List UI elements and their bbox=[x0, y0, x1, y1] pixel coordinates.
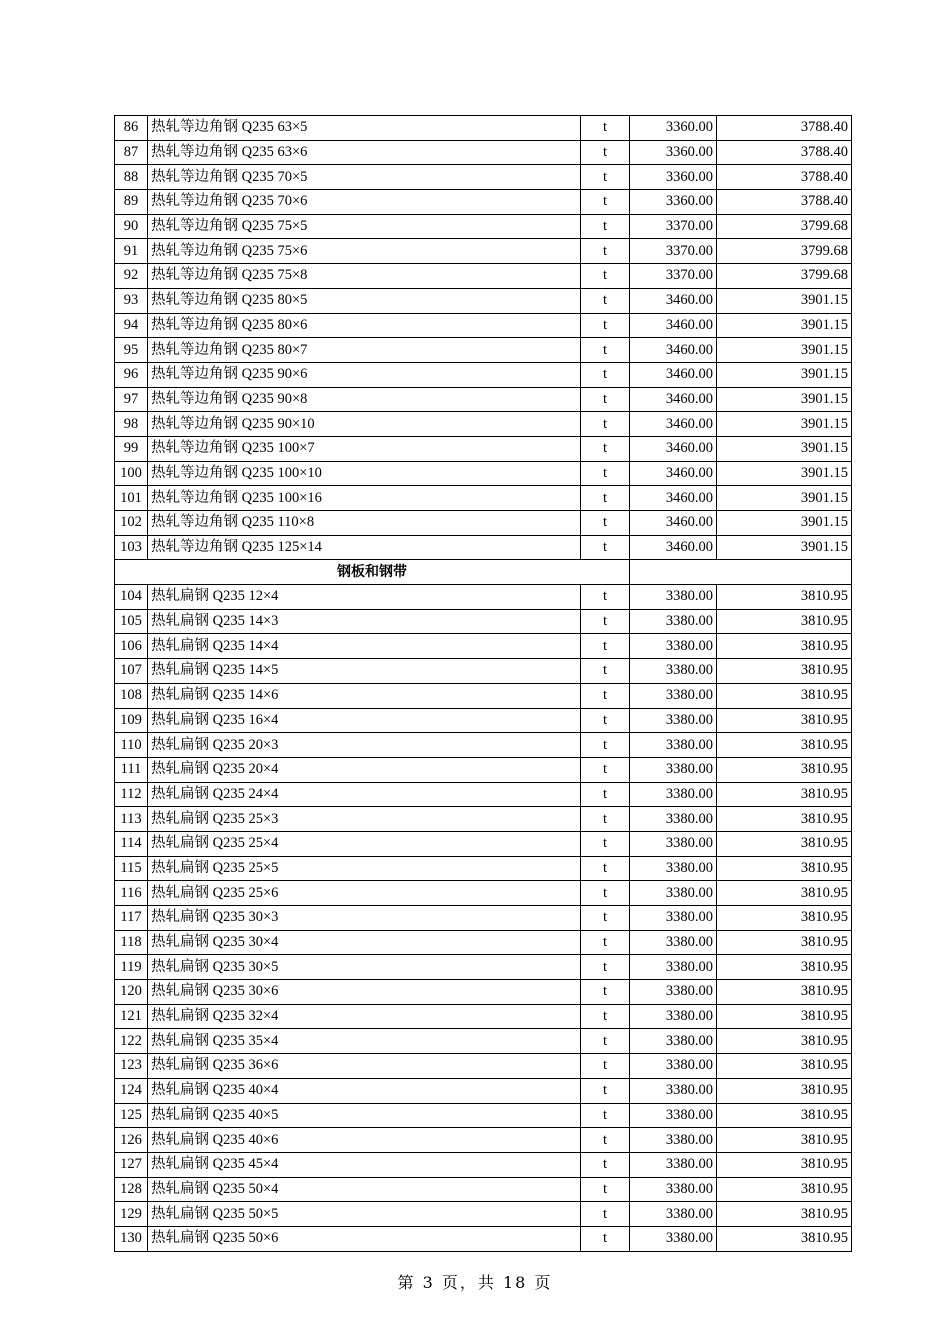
row-number-cell: 92 bbox=[115, 264, 148, 289]
table-row bbox=[115, 140, 852, 165]
price-cell: 3460.00 bbox=[630, 362, 717, 387]
unit-cell: t bbox=[581, 881, 630, 906]
item-name-cell: 热轧等边角钢 Q235 80×5 bbox=[148, 288, 581, 313]
unit-cell: t bbox=[581, 683, 630, 708]
unit-cell: t bbox=[581, 338, 630, 363]
price-with-tax-cell: 3799.68 bbox=[717, 239, 852, 264]
row-number-cell: 87 bbox=[115, 140, 148, 165]
item-name-cell: 热轧扁钢 Q235 20×3 bbox=[148, 733, 581, 758]
row-number-cell: 97 bbox=[115, 387, 148, 412]
price-with-tax-cell: 3901.15 bbox=[717, 535, 852, 560]
unit-cell: t bbox=[581, 930, 630, 955]
item-name-cell: 热轧扁钢 Q235 30×5 bbox=[148, 955, 581, 980]
row-number-cell: 88 bbox=[115, 165, 148, 190]
unit-cell: t bbox=[581, 239, 630, 264]
price-cell: 3370.00 bbox=[630, 239, 717, 264]
price-cell: 3370.00 bbox=[630, 214, 717, 239]
unit-cell: t bbox=[581, 214, 630, 239]
table-row bbox=[115, 436, 852, 461]
unit-cell: t bbox=[581, 1128, 630, 1153]
price-cell: 3460.00 bbox=[630, 535, 717, 560]
unit-cell: t bbox=[581, 140, 630, 165]
price-with-tax-cell: 3788.40 bbox=[717, 116, 852, 141]
price-with-tax-cell: 3810.95 bbox=[717, 1128, 852, 1153]
item-name-cell: 热轧扁钢 Q235 25×3 bbox=[148, 807, 581, 832]
unit-cell: t bbox=[581, 436, 630, 461]
row-number-cell: 113 bbox=[115, 807, 148, 832]
item-name-cell: 热轧扁钢 Q235 14×6 bbox=[148, 683, 581, 708]
table-row bbox=[115, 412, 852, 437]
item-name-cell: 热轧等边角钢 Q235 100×16 bbox=[148, 486, 581, 511]
page-number-footer: 第 3 页，共 18 页 bbox=[397, 1273, 553, 1292]
table-row bbox=[115, 856, 852, 881]
table-row bbox=[115, 708, 852, 733]
row-number-cell: 98 bbox=[115, 412, 148, 437]
unit-cell: t bbox=[581, 387, 630, 412]
table-row bbox=[115, 955, 852, 980]
unit-cell: t bbox=[581, 511, 630, 536]
table-row bbox=[115, 1152, 852, 1177]
table-row bbox=[115, 190, 852, 215]
price-cell: 3380.00 bbox=[630, 980, 717, 1005]
price-cell: 3380.00 bbox=[630, 1226, 717, 1251]
table-row bbox=[115, 288, 852, 313]
price-cell: 3380.00 bbox=[630, 683, 717, 708]
unit-cell: t bbox=[581, 807, 630, 832]
row-number-cell: 106 bbox=[115, 634, 148, 659]
table-row bbox=[115, 609, 852, 634]
item-name-cell: 热轧等边角钢 Q235 90×10 bbox=[148, 412, 581, 437]
table-row bbox=[115, 338, 852, 363]
unit-cell: t bbox=[581, 757, 630, 782]
item-name-cell: 热轧扁钢 Q235 45×4 bbox=[148, 1152, 581, 1177]
item-name-cell: 热轧等边角钢 Q235 90×8 bbox=[148, 387, 581, 412]
price-cell: 3380.00 bbox=[630, 1128, 717, 1153]
table-row bbox=[115, 782, 852, 807]
table-row bbox=[115, 634, 852, 659]
item-name-cell: 热轧扁钢 Q235 32×4 bbox=[148, 1004, 581, 1029]
unit-cell: t bbox=[581, 831, 630, 856]
section-title: 钢板和钢带 bbox=[115, 560, 630, 585]
price-cell: 3380.00 bbox=[630, 609, 717, 634]
item-name-cell: 热轧等边角钢 Q235 70×6 bbox=[148, 190, 581, 215]
price-with-tax-cell: 3810.95 bbox=[717, 856, 852, 881]
price-with-tax-cell: 3810.95 bbox=[717, 1177, 852, 1202]
price-cell: 3460.00 bbox=[630, 461, 717, 486]
price-cell: 3380.00 bbox=[630, 1004, 717, 1029]
item-name-cell: 热轧扁钢 Q235 14×4 bbox=[148, 634, 581, 659]
price-cell: 3380.00 bbox=[630, 856, 717, 881]
table-row bbox=[115, 1078, 852, 1103]
price-with-tax-cell: 3810.95 bbox=[717, 634, 852, 659]
item-name-cell: 热轧等边角钢 Q235 70×5 bbox=[148, 165, 581, 190]
row-number-cell: 112 bbox=[115, 782, 148, 807]
item-name-cell: 热轧等边角钢 Q235 75×5 bbox=[148, 214, 581, 239]
row-number-cell: 104 bbox=[115, 585, 148, 610]
item-name-cell: 热轧等边角钢 Q235 63×5 bbox=[148, 116, 581, 141]
table-row bbox=[115, 313, 852, 338]
row-number-cell: 99 bbox=[115, 436, 148, 461]
price-with-tax-cell: 3788.40 bbox=[717, 140, 852, 165]
price-cell: 3460.00 bbox=[630, 436, 717, 461]
unit-cell: t bbox=[581, 585, 630, 610]
price-cell: 3380.00 bbox=[630, 807, 717, 832]
price-with-tax-cell: 3810.95 bbox=[717, 782, 852, 807]
unit-cell: t bbox=[581, 412, 630, 437]
section-header-row bbox=[115, 560, 852, 585]
unit-cell: t bbox=[581, 1054, 630, 1079]
table-row bbox=[115, 165, 852, 190]
price-with-tax-cell: 3810.95 bbox=[717, 733, 852, 758]
item-name-cell: 热轧等边角钢 Q235 125×14 bbox=[148, 535, 581, 560]
item-name-cell: 热轧等边角钢 Q235 75×8 bbox=[148, 264, 581, 289]
unit-cell: t bbox=[581, 535, 630, 560]
item-name-cell: 热轧扁钢 Q235 25×6 bbox=[148, 881, 581, 906]
price-with-tax-cell: 3810.95 bbox=[717, 1054, 852, 1079]
table-row bbox=[115, 1202, 852, 1227]
table-row bbox=[115, 930, 852, 955]
item-name-cell: 热轧扁钢 Q235 24×4 bbox=[148, 782, 581, 807]
price-with-tax-cell: 3810.95 bbox=[717, 1078, 852, 1103]
item-name-cell: 热轧扁钢 Q235 30×6 bbox=[148, 980, 581, 1005]
price-with-tax-cell: 3810.95 bbox=[717, 708, 852, 733]
price-with-tax-cell: 3810.95 bbox=[717, 757, 852, 782]
price-with-tax-cell: 3799.68 bbox=[717, 214, 852, 239]
item-name-cell: 热轧扁钢 Q235 50×6 bbox=[148, 1226, 581, 1251]
unit-cell: t bbox=[581, 190, 630, 215]
table-row bbox=[115, 1177, 852, 1202]
price-cell: 3460.00 bbox=[630, 511, 717, 536]
table-row bbox=[115, 1128, 852, 1153]
row-number-cell: 130 bbox=[115, 1226, 148, 1251]
table-row bbox=[115, 511, 852, 536]
unit-cell: t bbox=[581, 1078, 630, 1103]
unit-cell: t bbox=[581, 659, 630, 684]
price-cell: 3380.00 bbox=[630, 708, 717, 733]
table-row bbox=[115, 906, 852, 931]
price-cell: 3380.00 bbox=[630, 831, 717, 856]
table-row bbox=[115, 239, 852, 264]
unit-cell: t bbox=[581, 955, 630, 980]
table-row bbox=[115, 1004, 852, 1029]
item-name-cell: 热轧扁钢 Q235 40×5 bbox=[148, 1103, 581, 1128]
unit-cell: t bbox=[581, 362, 630, 387]
price-cell: 3380.00 bbox=[630, 1177, 717, 1202]
price-with-tax-cell: 3810.95 bbox=[717, 1103, 852, 1128]
price-with-tax-cell: 3810.95 bbox=[717, 955, 852, 980]
row-number-cell: 128 bbox=[115, 1177, 148, 1202]
row-number-cell: 111 bbox=[115, 757, 148, 782]
price-cell: 3360.00 bbox=[630, 116, 717, 141]
row-number-cell: 91 bbox=[115, 239, 148, 264]
price-with-tax-cell: 3788.40 bbox=[717, 165, 852, 190]
item-name-cell: 热轧扁钢 Q235 30×4 bbox=[148, 930, 581, 955]
price-cell: 3380.00 bbox=[630, 1029, 717, 1054]
table-row bbox=[115, 980, 852, 1005]
price-cell: 3380.00 bbox=[630, 1103, 717, 1128]
row-number-cell: 95 bbox=[115, 338, 148, 363]
table-row bbox=[115, 214, 852, 239]
row-number-cell: 96 bbox=[115, 362, 148, 387]
price-cell: 3380.00 bbox=[630, 1202, 717, 1227]
price-cell: 3380.00 bbox=[630, 757, 717, 782]
table-row bbox=[115, 535, 852, 560]
item-name-cell: 热轧扁钢 Q235 40×4 bbox=[148, 1078, 581, 1103]
price-with-tax-cell: 3901.15 bbox=[717, 387, 852, 412]
table-row bbox=[115, 362, 852, 387]
row-number-cell: 118 bbox=[115, 930, 148, 955]
price-table bbox=[114, 115, 852, 1252]
price-cell: 3380.00 bbox=[630, 955, 717, 980]
price-cell: 3460.00 bbox=[630, 412, 717, 437]
price-cell: 3460.00 bbox=[630, 338, 717, 363]
row-number-cell: 86 bbox=[115, 116, 148, 141]
row-number-cell: 126 bbox=[115, 1128, 148, 1153]
price-cell: 3360.00 bbox=[630, 190, 717, 215]
price-with-tax-cell: 3810.95 bbox=[717, 585, 852, 610]
price-cell: 3380.00 bbox=[630, 1152, 717, 1177]
unit-cell: t bbox=[581, 856, 630, 881]
item-name-cell: 热轧扁钢 Q235 35×4 bbox=[148, 1029, 581, 1054]
row-number-cell: 125 bbox=[115, 1103, 148, 1128]
price-with-tax-cell: 3810.95 bbox=[717, 881, 852, 906]
unit-cell: t bbox=[581, 708, 630, 733]
table-row bbox=[115, 387, 852, 412]
table-row bbox=[115, 659, 852, 684]
price-with-tax-cell: 3810.95 bbox=[717, 930, 852, 955]
price-with-tax-cell: 3901.15 bbox=[717, 288, 852, 313]
price-with-tax-cell: 3901.15 bbox=[717, 436, 852, 461]
price-cell: 3380.00 bbox=[630, 659, 717, 684]
price-with-tax-cell: 3901.15 bbox=[717, 412, 852, 437]
price-with-tax-cell: 3810.95 bbox=[717, 980, 852, 1005]
unit-cell: t bbox=[581, 461, 630, 486]
table-row bbox=[115, 116, 852, 141]
row-number-cell: 119 bbox=[115, 955, 148, 980]
row-number-cell: 124 bbox=[115, 1078, 148, 1103]
item-name-cell: 热轧等边角钢 Q235 80×7 bbox=[148, 338, 581, 363]
table-row bbox=[115, 585, 852, 610]
item-name-cell: 热轧等边角钢 Q235 100×7 bbox=[148, 436, 581, 461]
item-name-cell: 热轧等边角钢 Q235 80×6 bbox=[148, 313, 581, 338]
table-row bbox=[115, 757, 852, 782]
row-number-cell: 102 bbox=[115, 511, 148, 536]
price-with-tax-cell: 3901.15 bbox=[717, 313, 852, 338]
row-number-cell: 109 bbox=[115, 708, 148, 733]
price-with-tax-cell: 3810.95 bbox=[717, 683, 852, 708]
price-with-tax-cell: 3810.95 bbox=[717, 659, 852, 684]
item-name-cell: 热轧等边角钢 Q235 90×6 bbox=[148, 362, 581, 387]
table-row bbox=[115, 831, 852, 856]
row-number-cell: 101 bbox=[115, 486, 148, 511]
price-cell: 3380.00 bbox=[630, 906, 717, 931]
item-name-cell: 热轧扁钢 Q235 14×3 bbox=[148, 609, 581, 634]
price-cell: 3380.00 bbox=[630, 881, 717, 906]
item-name-cell: 热轧扁钢 Q235 30×3 bbox=[148, 906, 581, 931]
table-row bbox=[115, 264, 852, 289]
table-row bbox=[115, 881, 852, 906]
price-with-tax-cell: 3810.95 bbox=[717, 1004, 852, 1029]
price-with-tax-cell: 3810.95 bbox=[717, 1226, 852, 1251]
item-name-cell: 热轧扁钢 Q235 25×5 bbox=[148, 856, 581, 881]
unit-cell: t bbox=[581, 288, 630, 313]
row-number-cell: 129 bbox=[115, 1202, 148, 1227]
unit-cell: t bbox=[581, 733, 630, 758]
row-number-cell: 110 bbox=[115, 733, 148, 758]
unit-cell: t bbox=[581, 609, 630, 634]
price-cell: 3380.00 bbox=[630, 1054, 717, 1079]
unit-cell: t bbox=[581, 1029, 630, 1054]
item-name-cell: 热轧扁钢 Q235 14×5 bbox=[148, 659, 581, 684]
item-name-cell: 热轧扁钢 Q235 40×6 bbox=[148, 1128, 581, 1153]
unit-cell: t bbox=[581, 1004, 630, 1029]
unit-cell: t bbox=[581, 486, 630, 511]
row-number-cell: 103 bbox=[115, 535, 148, 560]
table-row bbox=[115, 807, 852, 832]
row-number-cell: 93 bbox=[115, 288, 148, 313]
price-with-tax-cell: 3810.95 bbox=[717, 1029, 852, 1054]
row-number-cell: 121 bbox=[115, 1004, 148, 1029]
price-cell: 3380.00 bbox=[630, 930, 717, 955]
unit-cell: t bbox=[581, 1152, 630, 1177]
price-with-tax-cell: 3901.15 bbox=[717, 362, 852, 387]
item-name-cell: 热轧等边角钢 Q235 75×6 bbox=[148, 239, 581, 264]
row-number-cell: 127 bbox=[115, 1152, 148, 1177]
row-number-cell: 94 bbox=[115, 313, 148, 338]
item-name-cell: 热轧扁钢 Q235 16×4 bbox=[148, 708, 581, 733]
unit-cell: t bbox=[581, 1177, 630, 1202]
table-row bbox=[115, 733, 852, 758]
price-with-tax-cell: 3810.95 bbox=[717, 609, 852, 634]
unit-cell: t bbox=[581, 1226, 630, 1251]
row-number-cell: 89 bbox=[115, 190, 148, 215]
price-with-tax-cell: 3810.95 bbox=[717, 1152, 852, 1177]
price-cell: 3380.00 bbox=[630, 782, 717, 807]
price-with-tax-cell: 3799.68 bbox=[717, 264, 852, 289]
row-number-cell: 120 bbox=[115, 980, 148, 1005]
row-number-cell: 117 bbox=[115, 906, 148, 931]
price-with-tax-cell: 3901.15 bbox=[717, 486, 852, 511]
price-cell: 3380.00 bbox=[630, 1078, 717, 1103]
price-table-body bbox=[115, 116, 852, 1252]
price-with-tax-cell: 3810.95 bbox=[717, 831, 852, 856]
unit-cell: t bbox=[581, 782, 630, 807]
price-with-tax-cell: 3901.15 bbox=[717, 461, 852, 486]
unit-cell: t bbox=[581, 634, 630, 659]
price-with-tax-cell: 3901.15 bbox=[717, 511, 852, 536]
table-row bbox=[115, 1226, 852, 1251]
item-name-cell: 热轧扁钢 Q235 50×5 bbox=[148, 1202, 581, 1227]
price-cell: 3460.00 bbox=[630, 486, 717, 511]
unit-cell: t bbox=[581, 906, 630, 931]
item-name-cell: 热轧等边角钢 Q235 100×10 bbox=[148, 461, 581, 486]
price-cell: 3460.00 bbox=[630, 387, 717, 412]
row-number-cell: 105 bbox=[115, 609, 148, 634]
price-with-tax-cell: 3901.15 bbox=[717, 338, 852, 363]
row-number-cell: 114 bbox=[115, 831, 148, 856]
price-cell: 3380.00 bbox=[630, 733, 717, 758]
item-name-cell: 热轧等边角钢 Q235 63×6 bbox=[148, 140, 581, 165]
unit-cell: t bbox=[581, 980, 630, 1005]
item-name-cell: 热轧扁钢 Q235 20×4 bbox=[148, 757, 581, 782]
price-cell: 3460.00 bbox=[630, 288, 717, 313]
table-row bbox=[115, 683, 852, 708]
unit-cell: t bbox=[581, 116, 630, 141]
table-row bbox=[115, 1103, 852, 1128]
price-with-tax-cell: 3810.95 bbox=[717, 906, 852, 931]
price-cell: 3360.00 bbox=[630, 140, 717, 165]
price-cell: 3380.00 bbox=[630, 634, 717, 659]
row-number-cell: 116 bbox=[115, 881, 148, 906]
table-row bbox=[115, 486, 852, 511]
price-cell: 3360.00 bbox=[630, 165, 717, 190]
price-with-tax-cell: 3810.95 bbox=[717, 807, 852, 832]
row-number-cell: 122 bbox=[115, 1029, 148, 1054]
table-row bbox=[115, 1029, 852, 1054]
row-number-cell: 90 bbox=[115, 214, 148, 239]
row-number-cell: 115 bbox=[115, 856, 148, 881]
row-number-cell: 123 bbox=[115, 1054, 148, 1079]
row-number-cell: 108 bbox=[115, 683, 148, 708]
unit-cell: t bbox=[581, 313, 630, 338]
price-with-tax-cell: 3810.95 bbox=[717, 1202, 852, 1227]
price-cell: 3370.00 bbox=[630, 264, 717, 289]
section-empty-cell bbox=[630, 560, 852, 585]
price-cell: 3460.00 bbox=[630, 313, 717, 338]
table-row bbox=[115, 461, 852, 486]
item-name-cell: 热轧扁钢 Q235 25×4 bbox=[148, 831, 581, 856]
table-row bbox=[115, 1054, 852, 1079]
item-name-cell: 热轧扁钢 Q235 12×4 bbox=[148, 585, 581, 610]
item-name-cell: 热轧扁钢 Q235 36×6 bbox=[148, 1054, 581, 1079]
price-cell: 3380.00 bbox=[630, 585, 717, 610]
row-number-cell: 100 bbox=[115, 461, 148, 486]
unit-cell: t bbox=[581, 165, 630, 190]
item-name-cell: 热轧扁钢 Q235 50×4 bbox=[148, 1177, 581, 1202]
unit-cell: t bbox=[581, 264, 630, 289]
item-name-cell: 热轧等边角钢 Q235 110×8 bbox=[148, 511, 581, 536]
unit-cell: t bbox=[581, 1103, 630, 1128]
row-number-cell: 107 bbox=[115, 659, 148, 684]
unit-cell: t bbox=[581, 1202, 630, 1227]
price-with-tax-cell: 3788.40 bbox=[717, 190, 852, 215]
